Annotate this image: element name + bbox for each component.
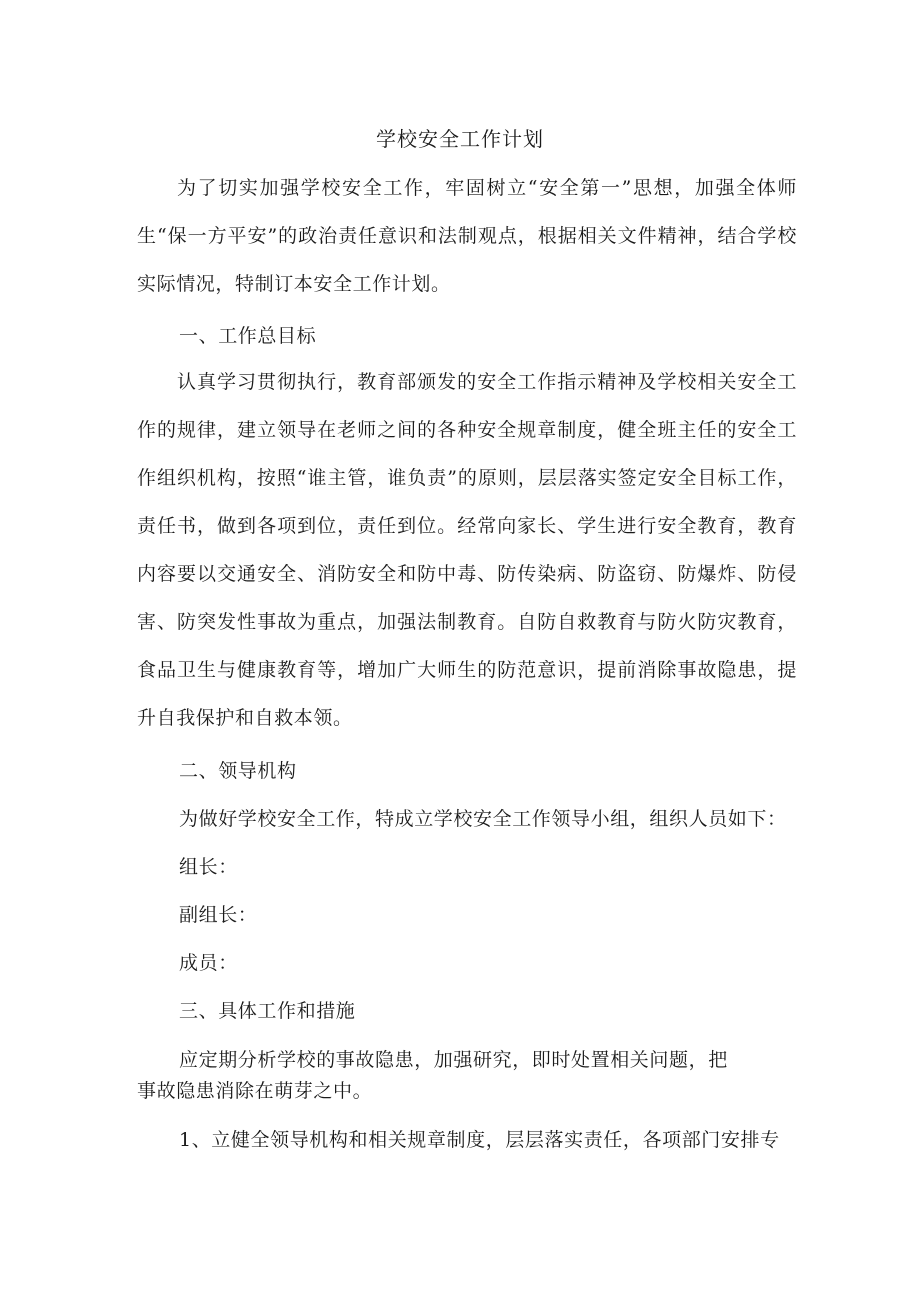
measure-item-1: 1、立健全领导机构和相关规章制度，层层落实责任，各项部门安排专 [179, 1129, 780, 1151]
section3-paragraph-line2: 事故隐患消除在萌芽之中。 [137, 1080, 373, 1102]
intro-paragraph: 为了切实加强学校安全工作，牢固树立“安全第一”思想，加强全体师生“保一方平安”的政治责任意识和法制观点，根据相关文件精神，结合学校实际情况，特制订本安全工作计划。 [137, 177, 797, 295]
member-label: 成员： [179, 952, 238, 974]
section3-heading: 三、具体工作和措施 [179, 1000, 356, 1022]
section3-paragraph-line1: 应定期分析学校的事故隐患，加强研究，即时处置相关问题，把 [179, 1049, 728, 1071]
deputy-leader-label: 副组长： [179, 904, 258, 926]
section1-heading: 一、工作总目标 [179, 325, 317, 347]
leader-label: 组长： [179, 856, 238, 878]
section1-paragraph: 认真学习贯彻执行，教育部颁发的安全工作指示精神及学校相关安全工作的规律，建立领导在老师之间的各种安全规章制度，健全班主任的安全工作组织机构，按照“谁主管，谁负责”的原则，层层落实签定安全目标工作，责任书，做到各项到位，责任到位。经常向家长、学生进行安全教育，教育内容要以交通安全、消防安全和防中毒、防传染病、防盗窃、防爆炸、防侵害、防突发性事故为重点，加强法制教育。自防自救教育与防火防灾教育，食品卫生与健康教育等，增加广大师生的防范意识，提前消除事故隐患，提升自我保护和自救本领。 [137, 371, 797, 729]
section2-paragraph: 为做好学校安全工作，特成立学校安全工作领导小组，组织人员如下： [179, 808, 787, 830]
section2-heading: 二、领导机构 [179, 760, 297, 782]
document-title: 学校安全工作计划 [376, 127, 544, 151]
